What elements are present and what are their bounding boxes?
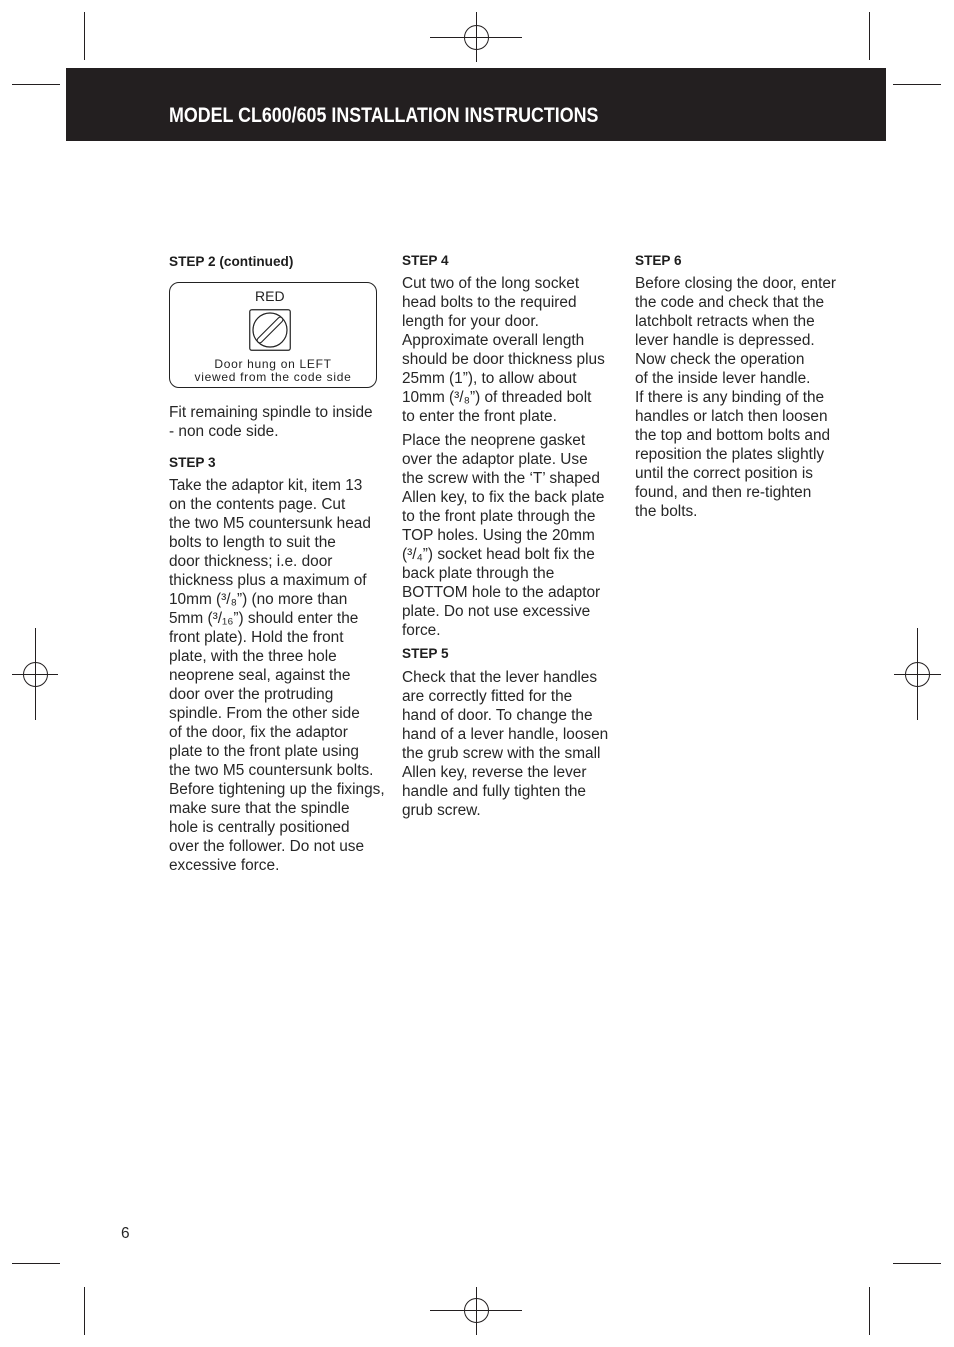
diagram-caption-line: Door hung on LEFT [214,357,332,371]
step2-line: - non code side. [169,422,279,440]
diagram-caption-line: viewed from the code side [194,370,352,384]
target-circle [465,26,489,50]
step3-line: over the follower. Do not use [169,837,365,855]
spindle-slot [256,316,284,344]
step6-line: reposition the plates slightly [635,445,825,463]
target-circle [906,663,930,687]
step5-line: hand of door. To change the [402,706,593,724]
step4-line: Approximate overall length [402,331,585,349]
step4-line: Place the neoprene gasket [402,431,586,449]
step6-text [635,274,836,521]
step3-line: Before tightening up the fixings, [169,780,385,798]
step3-line: 5mm (³/₁₆”) should enter the [169,609,359,627]
step6-line: Now check the operation [635,350,805,368]
step2-line: Fit remaining spindle to inside [169,403,373,421]
step4-line: TOP holes. Using the 20mm [402,526,595,544]
step4-heading: STEP 4 [402,252,449,268]
step5-line: are correctly fitted for the [402,687,573,705]
step6-heading: STEP 6 [635,252,682,268]
page-number: 6 [121,1224,130,1242]
step4-line: Cut two of the long socket [402,274,580,292]
step6-line: If there is any binding of the [635,388,825,406]
step3-line: Take the adaptor kit, item 13 [169,476,363,494]
step3-line: hole is centrally positioned [169,818,350,836]
step4-line: should be door thickness plus [402,350,605,368]
step3-line: neoprene seal, against the [169,666,351,684]
step3-text [169,476,385,875]
step6-line: Before closing the door, enter [635,274,837,292]
step3-line: thickness plus a maximum of [169,571,367,589]
step6-line: found, and then re-tighten [635,483,812,501]
step4-line: to the front plate through the [402,507,596,525]
step3-line: door over the protruding [169,685,334,703]
step3-line: spindle. From the other side [169,704,360,722]
step4-line: to enter the front plate. [402,407,557,425]
registration-target-right [894,628,941,720]
step2-text [169,403,373,441]
step5-heading-block [402,644,449,663]
step2-heading: STEP 2 (continued) [169,253,294,269]
step3-line: front plate). Hold the front [169,628,344,646]
step3-line: of the door, fix the adaptor [169,723,348,741]
registration-target-left [12,628,58,720]
target-circle [465,1299,489,1323]
step5-line: Check that the lever handles [402,668,598,686]
step4-line: BOTTOM hole to the adaptor [402,583,601,601]
step5-text [402,668,608,820]
step6-line: of the inside lever handle. [635,369,811,387]
spindle-orientation-icon [249,309,291,351]
step6-heading-block [635,251,682,270]
step3-line: the two M5 countersunk bolts. [169,761,374,779]
step4-line: 10mm (³/₈”) of threaded bolt [402,388,592,406]
step4-line: force. [402,621,441,639]
step4-heading-block [402,251,449,270]
step3-line: make sure that the spindle [169,799,350,817]
step3-line: plate, with the three hole [169,647,337,665]
step4-line: head bolts to the required [402,293,577,311]
registration-target-bottom [430,1287,522,1335]
step3-line: door thickness; i.e. door [169,552,333,570]
step3-line: excessive force. [169,856,280,874]
step6-line: handles or latch then loosen [635,407,828,425]
header-bar [66,68,886,141]
step4-paragraph-2 [402,431,604,640]
step4-line: over the adaptor plate. Use [402,450,588,468]
diagram-color-label: RED [255,287,285,304]
step5-line: hand of a lever handle, loosen [402,725,609,743]
step5-line: the grub screw with the small [402,744,601,762]
step6-line: the top and bottom bolts and [635,426,831,444]
step2-heading-block [169,252,293,271]
step5-line: grub screw. [402,801,481,819]
step6-line: the code and check that the [635,293,825,311]
step3-heading: STEP 3 [169,454,216,470]
step3-line: plate to the front plate using [169,742,359,760]
step4-line: length for your door. [402,312,539,330]
step4-line: Allen key, to fix the back plate [402,488,605,506]
step6-line: lever handle is depressed. [635,331,815,349]
step4-line: the screw with the ‘T’ shaped [402,469,600,487]
step3-line: on the contents page. Cut [169,495,346,513]
step4-line: 25mm (1”), to allow about [402,369,577,387]
step6-line: until the correct position is [635,464,813,482]
step3-heading-block [169,453,216,472]
step3-line: the two M5 countersunk head [169,514,371,532]
step5-heading: STEP 5 [402,645,449,661]
target-circle [24,663,48,687]
step5-line: handle and fully tighten the [402,782,586,800]
step4-line: plate. Do not use excessive [402,602,591,620]
step6-line: the bolts. [635,502,698,520]
diagram-caption [170,358,376,384]
step6-line: latchbolt retracts when the [635,312,815,330]
step4-line: (³/₄”) socket head bolt fix the [402,545,595,563]
registration-target-top [430,12,522,62]
step3-line: bolts to length to suit the [169,533,336,551]
page-title: MODEL CL600/605 INSTALLATION INSTRUCTIONS [169,104,599,127]
step4-line: back plate through the [402,564,555,582]
step5-line: Allen key, reverse the lever [402,763,587,781]
step3-line: 10mm (³/₈”) (no more than [169,590,348,608]
spindle-diagram [169,282,377,388]
step4-paragraph-1 [402,274,605,426]
